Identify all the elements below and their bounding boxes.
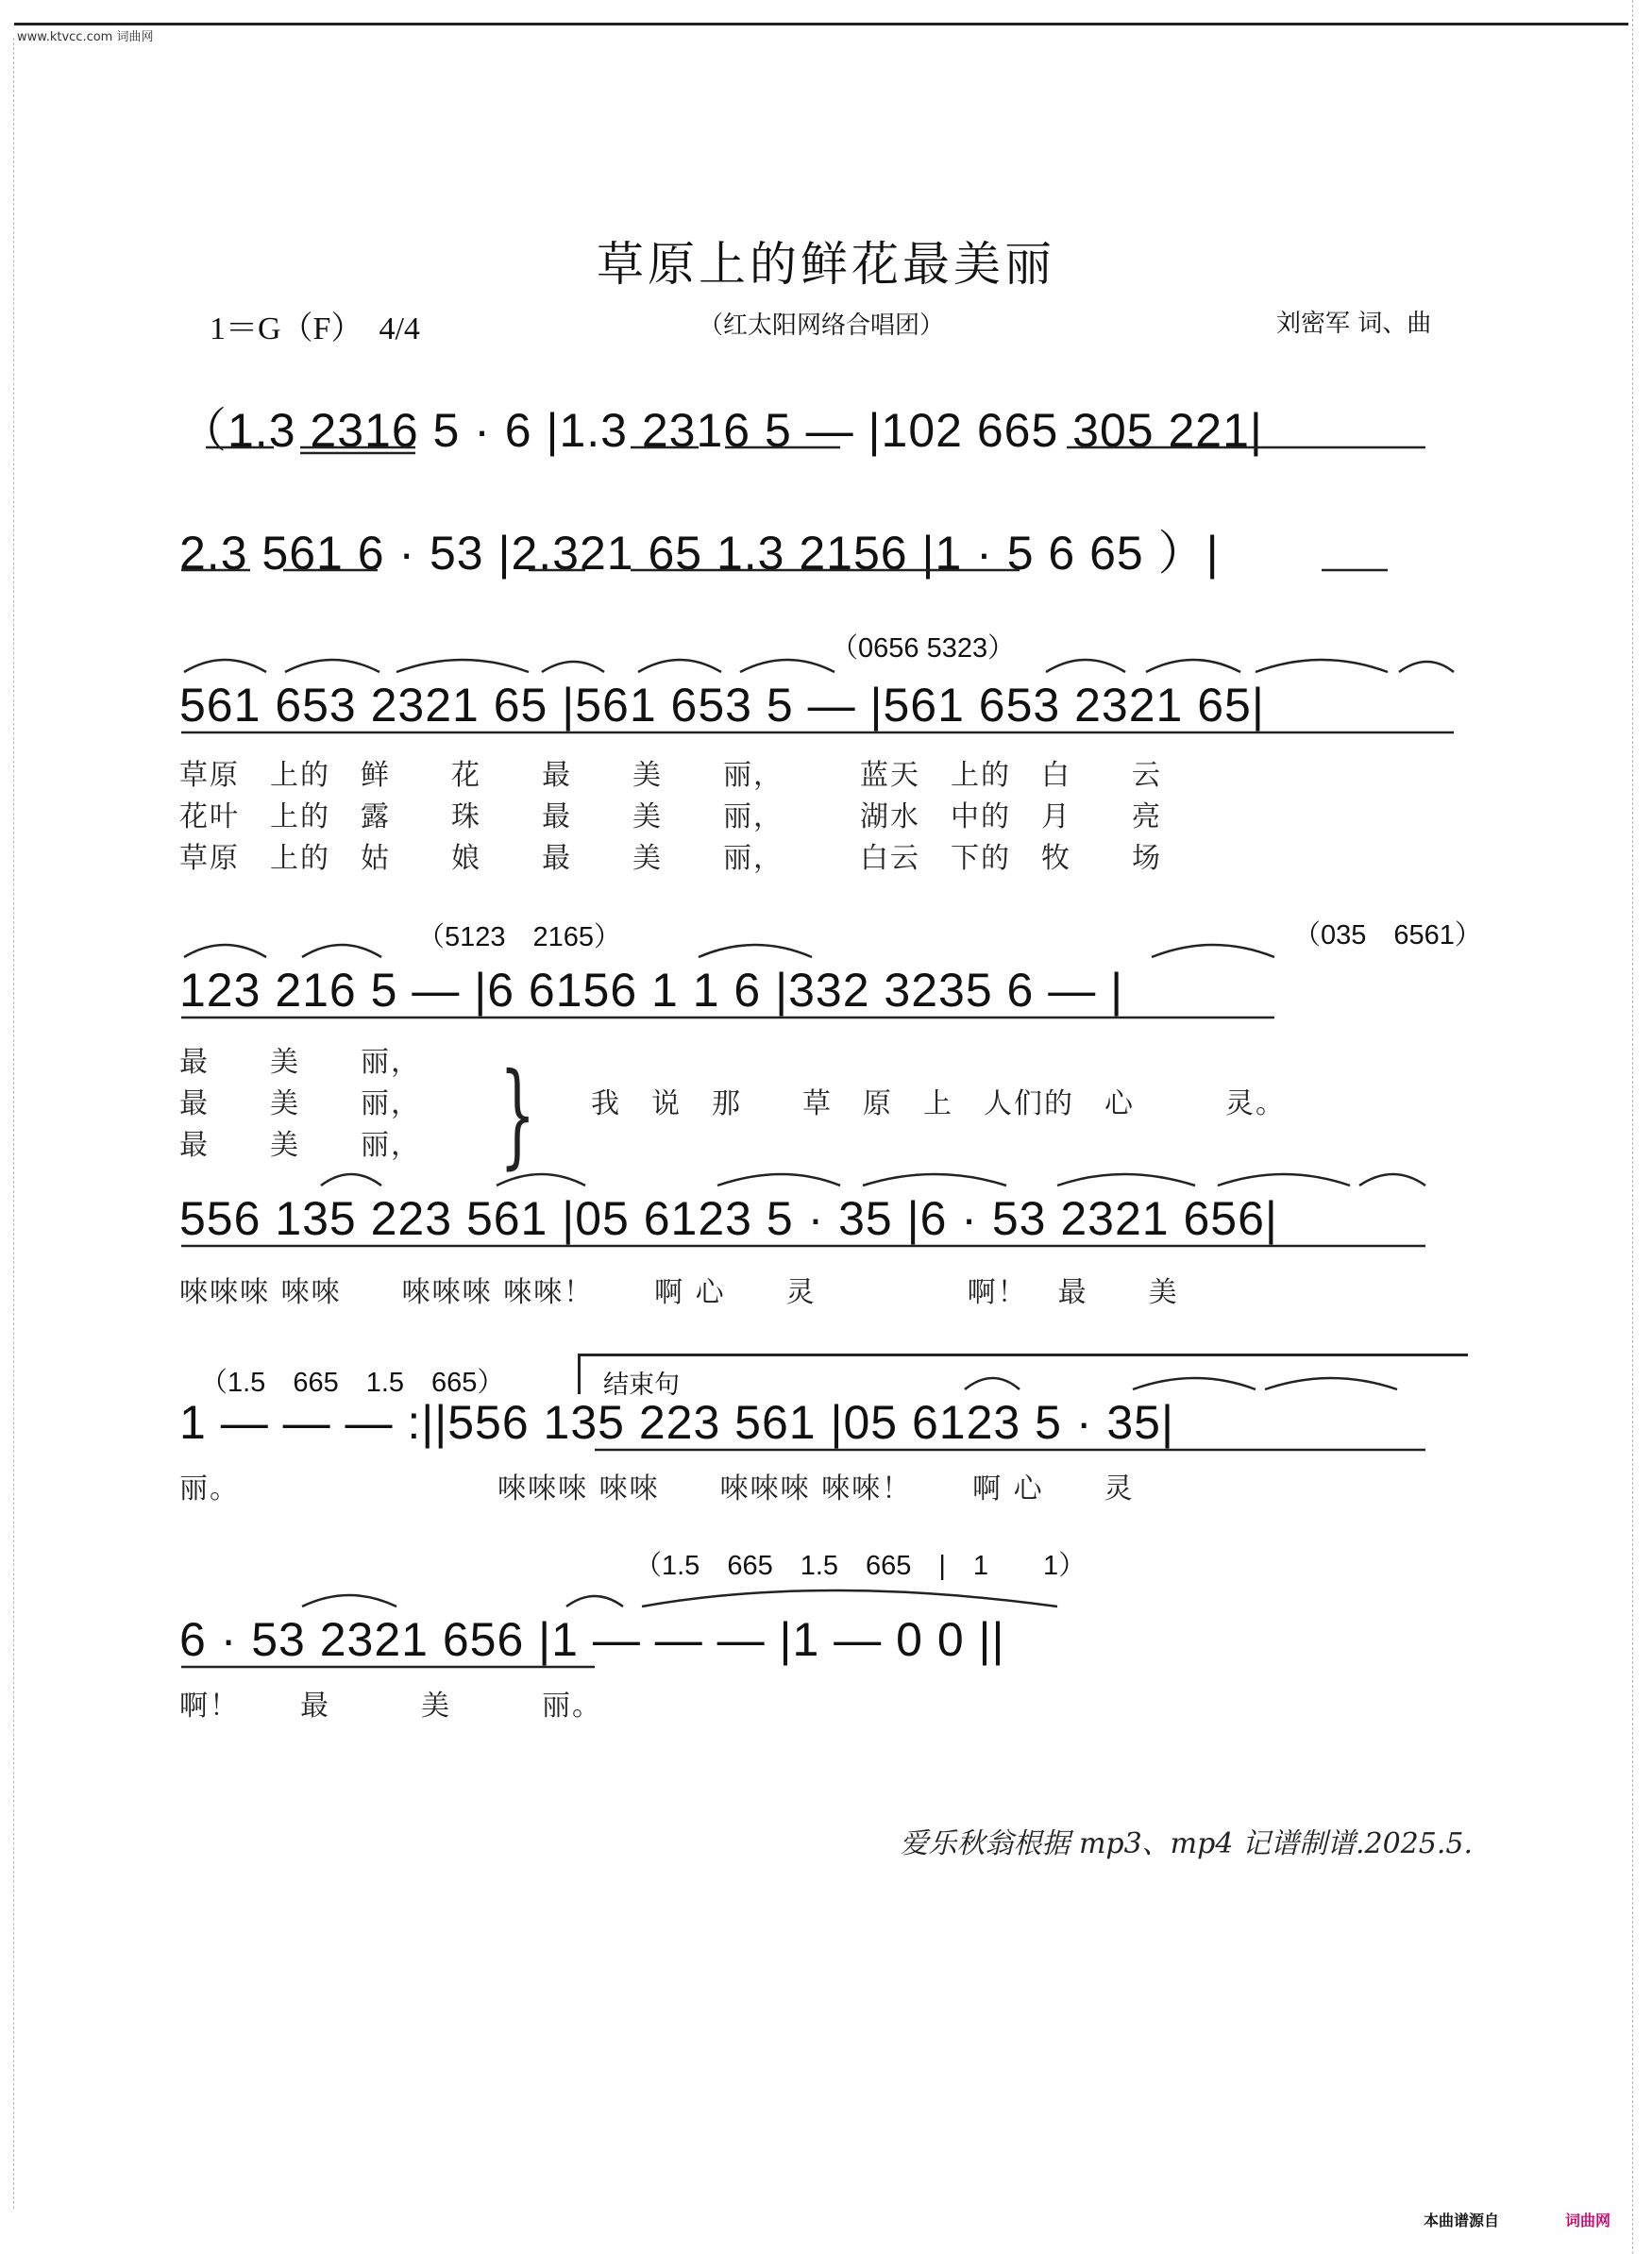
lyric-verse-1: 草原 上的 鲜 花 最 美 丽， 蓝天 上的 白 云 [179,759,1162,792]
score-line-6: 1 — — — :||556 135 223 561 |05 6123 5 · 35| [179,1396,1174,1449]
ending-section-label: 结束句 [603,1371,680,1400]
lyric-4-verse-3: 最 美 丽， [179,1129,421,1162]
performer: （红太阳网络合唱团） [699,311,945,340]
lyric-4-verse-1: 最 美 丽， [179,1046,421,1079]
author: 刘密军 词、曲 [1276,310,1432,338]
score-line-7: 6 · 53 2321 656 |1 — — — |1 — 0 0 || [179,1613,1005,1666]
score-hint-4a: （5123 2165） [417,922,622,952]
song-title: 草原上的鲜花最美丽 [597,237,1055,292]
key-signature: 1＝G（F） 4/4 [210,311,420,346]
transcription-credit: 爱乐秋翁根据 mp3、mp4 记谱制谱.2025.5. [900,1827,1473,1860]
brand-label: 词曲网 [1565,2212,1611,2229]
verse-brace: } [499,1050,536,1181]
score-hint-3: （0656 5323） [831,633,1016,664]
score-line-5: 556 135 223 561 |05 6123 5 · 35 |6 · 53 2321 656| [179,1192,1278,1245]
lyric-4-shared: 我 说 那 草 原 上 人们的 心 灵。 [591,1087,1286,1120]
score-line-3: 561 653 2321 65 |561 653 5 — |561 653 2321 65| [179,679,1265,732]
score-hint-7: （1.5 665 1.5 665 | 1 1） [634,1551,1087,1581]
lyric-7: 啊！ 最 美 丽。 [179,1690,602,1723]
lyric-verse-2: 花叶 上的 露 珠 最 美 丽， 湖水 中的 月 亮 [179,800,1162,833]
score-line-2: 2.3 561 6 · 53 |2.321 65 1.3 2156 |1 · 5 6 65 ）| [179,527,1220,580]
source-label: 本曲谱源自 [1424,2212,1500,2229]
site-label: www.ktvcc.com 词曲网 [17,30,154,44]
score-hint-4b: （035 6561） [1293,920,1482,950]
lyric-6: 丽。 唻唻唻 唻唻 唻唻唻 唻唻！ 啊 心 灵 [179,1472,1135,1505]
lyric-5: 唻唻唻 唻唻 唻唻唻 唻唻！ 啊 心 灵 啊！ 最 美 [179,1276,1179,1309]
score-hint-6: （1.5 665 1.5 665） [200,1368,505,1398]
score-line-1: （1.3 2316 5 · 6 |1.3 2316 5 — |102 665 305 221| [179,404,1263,457]
lyric-4-verse-2: 最 美 丽， [179,1087,421,1120]
lyric-verse-3: 草原 上的 姑 娘 最 美 丽， 白云 下的 牧 场 [179,842,1162,875]
score-line-4: 123 216 5 — |6 6156 1 1 6 |332 3235 6 — | [179,964,1124,1017]
